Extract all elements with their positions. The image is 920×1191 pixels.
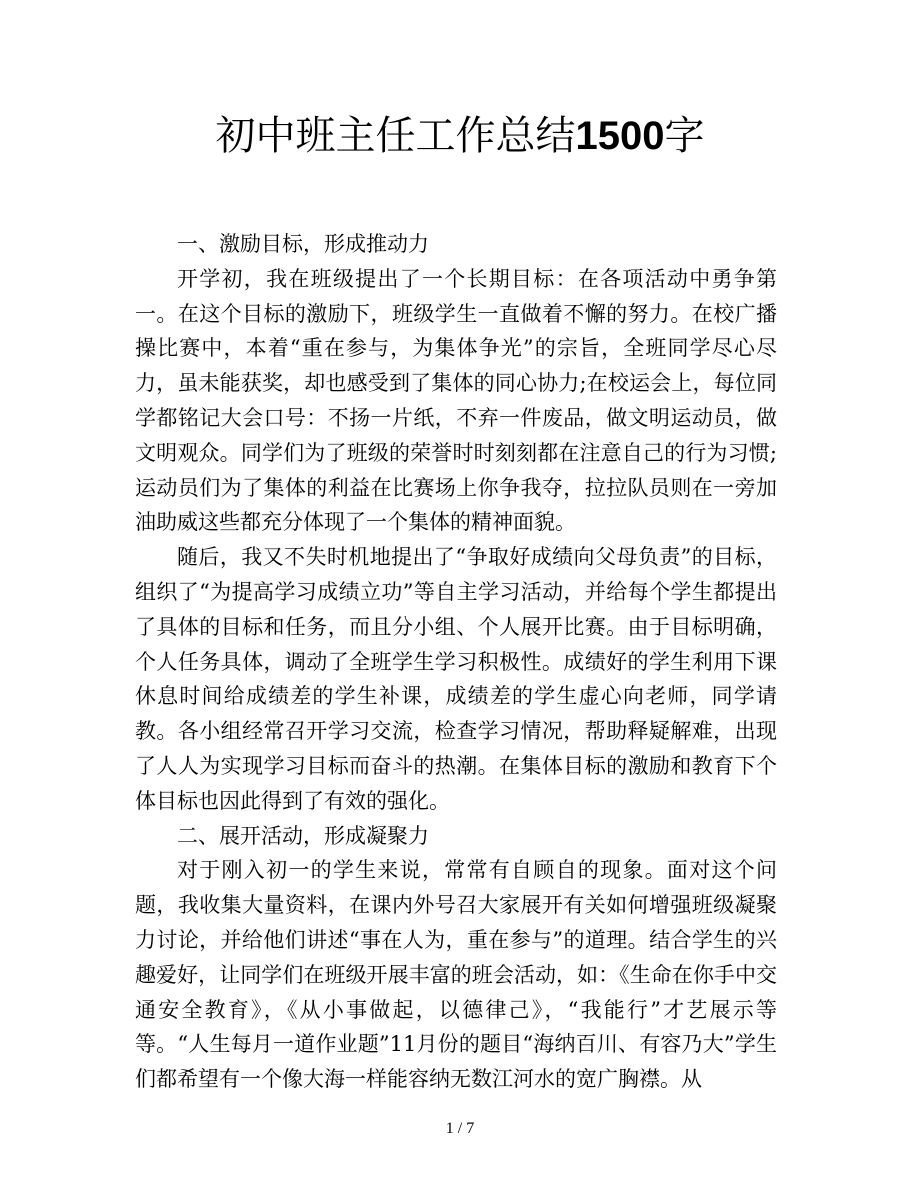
document-body [135,227,777,1097]
document-title [0,108,920,164]
title-main: 初中班主任工作总结 [215,113,576,159]
title-number: 1500 [575,114,665,158]
title-suffix: 字 [664,113,705,159]
paragraph: 对于刚入初一的学生来说，常常有自顾自的现象。面对这个问题，我收集大量资料，在课内外号召大家展开有关如何增强班级凝聚力讨论，并给他们讲述“事在人为，重在参与”的道理。结合学生的兴趣爱好，让同学们在班级开展丰富的班会活动，如：《生命在你手中交通安全教育》，《从小事做起，以德律己》，“我能行”才艺展示等等。“人生每月一道作业题”11月份的题目“海纳百川、有容乃大”学生们都希望有一个像大海一样能容纳无数江河水的宽广胸襟。从 [135,858,777,1092]
page-number: 1 / 7 [445,1120,475,1137]
section-heading-2: 二、展开活动，形成凝聚力 [177,823,429,848]
section-heading-1: 一、激励目标，形成推动力 [177,232,429,256]
paragraph: 开学初，我在班级提出了一个长期目标：在各项活动中勇争第一。在这个目标的激励下，班级学生一直做着不懈的努力。在校广播操比赛中，本着“重在参与，为集体争光”的宗旨，全班同学尽心尽力，虽未能获奖，却也感受到了集体的同心协力;在校运会上，每位同学都铭记大会口号：不扬一片纸，不弃一件废品，做文明运动员，做文明观众。同学们为了班级的荣誉时时刻刻都在注意自己的行为习惯;运动员们为了集体的利益在比赛场上你争我夺，拉拉队员则在一旁加油助威这些都充分体现了一个集体的精神面貌。 [135,266,777,535]
paragraph: 随后，我又不失时机地提出了“争取好成绩向父母负责”的目标，组织了“为提高学习成绩立功”等自主学习活动，并给每个学生都提出了具体的目标和任务，而且分小组、个人展开比赛。由于目标明确，个人任务具体，调动了全班学生学习积极性。成绩好的学生利用下课休息时间给成绩差的学生补课，成绩差的学生虚心向老师，同学请教。各小组经常召开学习交流，检查学习情况，帮助释疑解难，出现了人人为实现学习目标而奋斗的热潮。在集体目标的激励和教育下个体目标也因此得到了有效的强化。 [135,545,777,813]
